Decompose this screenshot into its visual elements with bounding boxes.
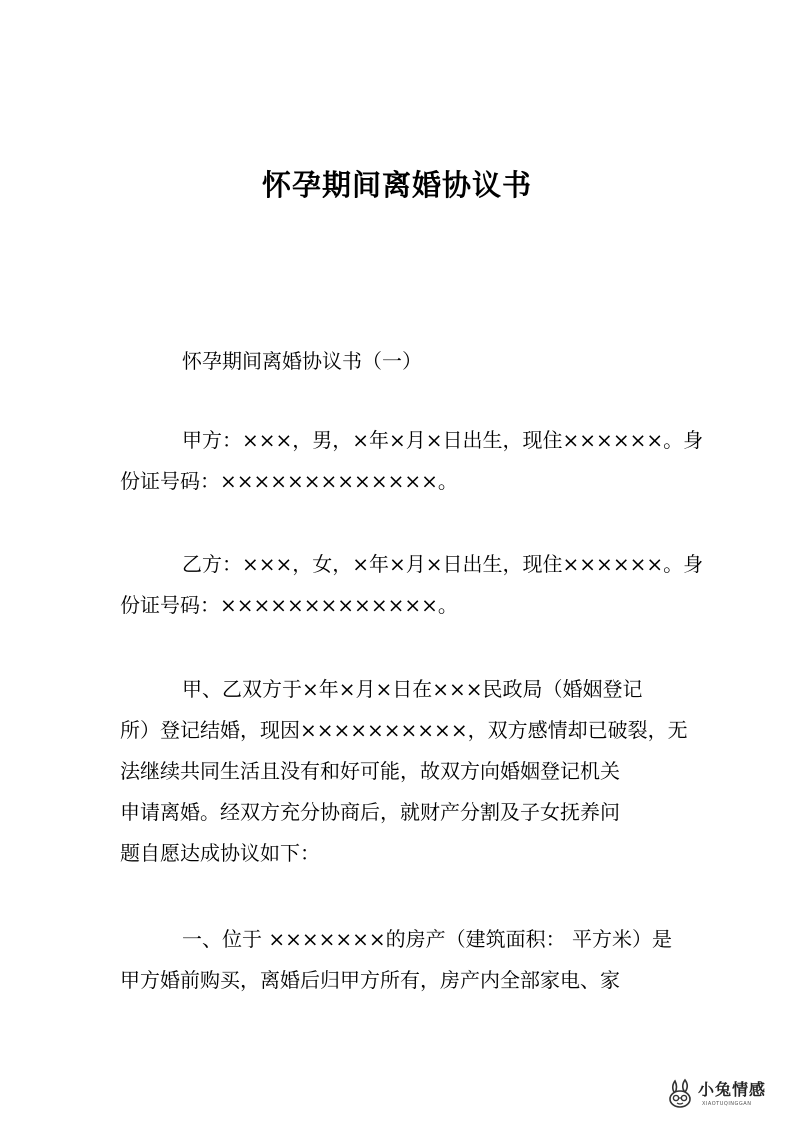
clause-1-line: 一、位于 ×××××××的房产（建筑面积： 平方米）是 xyxy=(182,927,673,951)
watermark-brand-en: XIAOTUQINGGAN xyxy=(702,1101,752,1107)
party-b-line: 乙方：×××，女，×年×月×日出生，现住××××××。身 xyxy=(182,552,704,576)
watermark-logo xyxy=(664,1073,780,1117)
rabbit-logo-icon xyxy=(664,1077,698,1111)
preamble-line: 申请离婚。经双方充分协商后，就财产分割及子女抚养问 xyxy=(120,800,620,824)
preamble-line: 题自愿达成协议如下： xyxy=(120,841,320,865)
section-subtitle xyxy=(120,341,680,382)
preamble-line: 甲、乙双方于×年×月×日在×××民政局（婚姻登记 xyxy=(182,677,643,701)
document-title: 怀孕期间离婚协议书 xyxy=(261,168,532,203)
preamble-line: 法继续共同生活且没有和好可能，故双方向婚姻登记机关 xyxy=(120,759,620,783)
clause-1-line: 甲方婚前购买，离婚后归甲方所有，房产内全部家电、家 xyxy=(120,968,620,992)
party-a-line: 份证号码：×××××××××××××。 xyxy=(120,469,458,493)
preamble-line: 所）登记结婚，现因××××××××××，双方感情却已破裂，无 xyxy=(120,718,688,742)
clause-1-paragraph xyxy=(120,919,680,1001)
party-b-line: 份证号码：×××××××××××××。 xyxy=(120,593,458,617)
subtitle-line: 怀孕期间离婚协议书（一） xyxy=(182,349,422,373)
party-a-paragraph xyxy=(120,420,704,502)
preamble-paragraph xyxy=(120,669,688,874)
watermark-brand-cn: 小兔情感 xyxy=(698,1080,767,1099)
party-a-line: 甲方：×××，男，×年×月×日出生，现住××××××。身 xyxy=(182,428,704,452)
party-b-paragraph xyxy=(120,544,704,626)
